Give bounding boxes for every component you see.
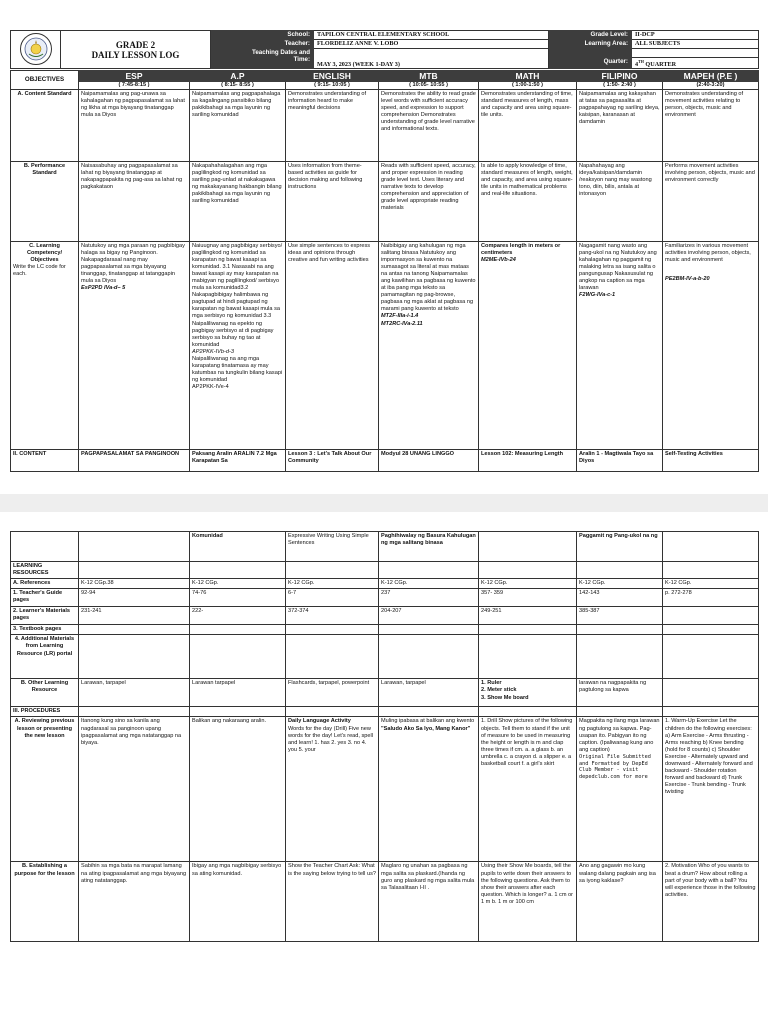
row-label: B. Performance Standard [11, 161, 79, 241]
math-resource: 3. Show Me board [481, 694, 529, 701]
row-content-continued [11, 532, 759, 562]
cell: Larawan, tarpapel [79, 679, 190, 707]
cell: Performs movement activities involving person, objects, music and environment correctly [663, 161, 759, 241]
time-english: ( 9:15- 10:05 ) [286, 82, 379, 90]
objectives-header: OBJECTIVES [11, 71, 79, 90]
cell: 372-374 [286, 607, 379, 625]
row-purpose [11, 862, 759, 942]
time-ap: ( 8:15- 8:55 ) [190, 82, 286, 90]
subject-esp: ESP [79, 71, 190, 82]
row-content [11, 449, 759, 471]
fil-code: F2WG-IVa-c-1 [579, 292, 616, 299]
cell-esp [79, 241, 190, 449]
cell: K-12 CGp. [479, 579, 577, 589]
cell: Larawan, tarpapel [379, 679, 479, 707]
teacher-key: Teacher: [211, 40, 314, 49]
cell-filipino [577, 717, 663, 862]
grade-level-key: Grade Level: [549, 31, 632, 40]
quarter-num: 4 [635, 61, 639, 69]
dates-key-line2: Time: [293, 56, 310, 63]
esp-code: EsP2PD IVa-d– 5 [81, 285, 126, 292]
learning-area-key: Learning Area: [549, 40, 632, 49]
cell-mtb: Maglaro ng unahan sa pagbasa ng mga salita sa plaskard.(Ihanda ng guro ang plaskard ng mga salita mula sa Talasalitaan I-II . [379, 862, 479, 942]
cell: Lesson 102: Measuring Length [479, 449, 577, 471]
cell: Nakapahahalagahan ang mga paglilingkod ng komunidad sa sariling pag-unlad at nakakagawa ng makakayanang hakbangin bilang pakikibahagi sa mga layunin ng sariling komunidad [190, 161, 286, 241]
cell-math-resources [479, 679, 577, 707]
row-label: A. Content Standard [11, 89, 79, 161]
log-title: DAILY LESSON LOG [91, 49, 180, 60]
row-performance-standard [11, 161, 759, 241]
header-table [10, 30, 759, 69]
time-mtb: ( 10:05- 10:55 ) [379, 82, 479, 90]
cell: Uses information from theme-based activities as guide for decision making and following instructions [286, 161, 379, 241]
fil-text: Magpakita ng ilang mga larawan ng pagtulong sa kapwa. Pag-usapan ito. Pabigyan ito ng caption. (Ipaliwanag kung ano ang caption) [579, 718, 660, 753]
mtb-text: Muling ipabasa at balikan ang kwento [381, 718, 475, 725]
math-resource: 2. Meter stick [481, 687, 517, 694]
cell: K-12 CGp. [379, 579, 479, 589]
cell: Demonstrates the ability to read grade level words with sufficient accuracy speed, and expression to support comprehension Demonstrates understanding of grade level narrative and informational texts. [379, 89, 479, 161]
cell: 249-251 [479, 607, 577, 625]
page-one [0, 0, 768, 494]
row-label [11, 241, 79, 449]
cell: Naipamamalas ang kakayahan at tatas sa pagsasalita at pagpapahayag ng sariling ideya, kaisipan, karanasan at damdamin [577, 89, 663, 161]
cell: K-12 CGp. [663, 579, 759, 589]
grade-title: GRADE 2 [115, 39, 156, 50]
page-gap [0, 494, 768, 512]
subject-mtb: MTB [379, 71, 479, 82]
eng-title: Daily Language Activity [288, 718, 351, 725]
cell: 237 [379, 589, 479, 607]
cell: 385-387 [577, 607, 663, 625]
cell-math: 1. Drill Show pictures of the following objects. Tell them to stand if the unit of measure to be used in measuring the height or length is m and clap three times if cm. a. a glass b. an umbrella c. a crayon d. a slipper e. a basketball court f. a girl's skirt [479, 717, 577, 862]
cell: Naipamamalas ang pag-unawa sa kahalagahan ng pagpapasalamat sa lahat ng likha at mga biyayang tinatanggap mula sa Diyos [79, 89, 190, 161]
row-learning-resources [11, 562, 759, 579]
cell: 231-241 [79, 607, 190, 625]
cell: Is able to apply knowledge of time, standard measures of length, weight, and capacity, and area using square-tile units in mathematical problems and real-life situations. [479, 161, 577, 241]
competency-label: C. Learning Competency/ Objectives [26, 242, 63, 263]
row-label: 1. Teacher's Guide pages [11, 589, 79, 607]
row-label: II. CONTENT [11, 449, 79, 471]
cell: Komunidad [190, 532, 286, 562]
cell: Expressive Writing Using Simple Sentences [286, 532, 379, 562]
ap-text1: Naiuugnay ang pagbibigay serbisyo/ paglilingkod ng komunidad sa karapatan ng bawat kasapi sa komunidad. 3.1 Nasasabi na ang bawat kasapi ay may karapatan na mabigyan ng paglilingkod/ serbisyo mula sa komunidad3.2 Nakapagbibigay halimbawa ng pagtupad at hindi pagtupad ng karapatan ng bawat kasapi mula sa mga serbisyo ng komunidad 3.3 Naipaliliwanag na epekto ng pagbigay serbisyo at di pagbigay serbisyo sa buhay ng tao at komunidad [192, 242, 283, 348]
time-filipino: ( 1:50- 2:40 ) [577, 82, 663, 90]
cell: K-12 CGp. [577, 579, 663, 589]
grade-level-value: II-DCP [632, 31, 759, 40]
cell: Self-Testing Activities [663, 449, 759, 471]
cell: Modyul 28 UNANG LINGGO [379, 449, 479, 471]
ap-code1: AP2PKK-IVb-d-3 [192, 348, 234, 355]
time-math: ( 1:00-1:50 ) [479, 82, 577, 90]
quarter-sup: TH [638, 59, 644, 64]
row-references [11, 579, 759, 589]
row-other-resources [11, 679, 759, 707]
eng-text: Words for the day (Drill) Five new words for the day! Let's read, spell and learn! 1. has 2. yes 3. no 4. you 5. your [288, 725, 374, 753]
row-learners-materials [11, 607, 759, 625]
time-mapeh: (2:40-3:20) [663, 82, 759, 90]
row-textbook [11, 625, 759, 635]
cell-english [286, 717, 379, 862]
cell [663, 607, 759, 625]
cell [663, 532, 759, 562]
cell: Demonstrates understanding of movement activities relating to person, objects, music and environment [663, 89, 759, 161]
cell [79, 532, 190, 562]
subject-ap: A.P [190, 71, 286, 82]
cell: 92-94 [79, 589, 190, 607]
math-text: Compares length in meters or centimeters [481, 242, 561, 256]
mapeh-code: PE2BM-IV-a-b-20 [665, 275, 710, 282]
cell: 357- 359 [479, 589, 577, 607]
learning-area-value: ALL SUBJECTS [632, 40, 759, 49]
lesson-table-page1 [10, 70, 759, 472]
cell-mapeh: 1. Warm-Up Exercise Let the children do the following exercises: a) Arm Exercise - Arms thrusting - Arms reaching b) Knee bending (hold for 8 counts) c) Shoulder Exercise - Alternately upward and downward - Alternately forward and backward - Shoulder rotation forward and backward d) Trunk Exercise - Trunk bending - Trunk twisting [663, 717, 759, 862]
quarter-word: QUARTER [645, 61, 677, 69]
deped-seal-icon [19, 32, 53, 66]
deped-seal [11, 31, 61, 69]
cell-esp: Sabihin sa mga bata na marapat lamang na ating ipagpasalamat ang mga biyayang ating natatanggap. [79, 862, 190, 942]
grade-title-cell [61, 31, 211, 69]
school-key: School: [211, 31, 314, 40]
fil-text: Nagagamit nang wasto ang pang-ukol na ng Natutukoy ang kahalagahan ng paggamit ng malaking letra sa isang salita o pangungusap Nakasusulat ng angkop na caption sa mga larawan [579, 242, 657, 292]
cell: 6-7 [286, 589, 379, 607]
cell: Flashcards, tarpapel, powerpoint [286, 679, 379, 707]
cell-filipino: Ano ang gagawin mo kung walang dalang pagkain ang isa sa iyong kaklase? [577, 862, 663, 942]
dates-key-line1: Teaching Dates and [252, 49, 310, 56]
cell-english: Show the Teacher Chart Ask: What is the saying below trying to tell us? [286, 862, 379, 942]
fil-note: Original File Submitted and Formatted by DepEd Club Member - visit depedclub.com for more [579, 753, 651, 780]
quarter-value [632, 58, 759, 69]
cell: K-12 CGp. [286, 579, 379, 589]
cell: Naisasabuhay ang pagpapasalamat sa lahat ng biyayang tinatanggap at nakapagpapakita ng pag-asa sa lahat ng pagkakataon [79, 161, 190, 241]
cell-math [479, 241, 577, 449]
row-label: B. Other Learning Resource [11, 679, 79, 707]
cell-mtb [379, 241, 479, 449]
cell-math: Using their Show Me boards, tell the pupils to write down their answers to the following questions. Ask them to show their answers after each question. Which is longer? a. 1 cm or 1 m b. 1 m or 100 cm [479, 862, 577, 942]
ap-code2: AP2PKK-IVe-4 [192, 384, 229, 391]
ap-text2: Naipaliliwanag na ang mga karapatang tinatamasa ay may katumbas na tungkulin bilang kasapi ng komunidad [192, 356, 283, 384]
cell: Demonstrates understanding of time, standard measures of length, mass and capacity and area using square-tile units. [479, 89, 577, 161]
cell-esp: Itanong kung sino sa kanila ang nagdarasal sa panginoon upang ipagpasalamat ang mga natatanggap na biyaya. [79, 717, 190, 862]
dates-value: MAY 3, 2023 (WEEK 1-DAY 3) [314, 49, 549, 69]
cell-ap: Balikan ang nakaraang aralin. [190, 717, 286, 862]
cell [11, 532, 79, 562]
quarter-key: Quarter: [549, 58, 632, 69]
cell-mapeh: 2. Motivation Who of you wants to beat a drum? How about rolling a part of your body with a ball? You will experience those in the following activities. [663, 862, 759, 942]
row-label: B. Establishing a purpose for the lesson [11, 862, 79, 942]
cell: 74-76 [190, 589, 286, 607]
mtb-title: "Saludo Ako Sa Iyo, Mang Kanor" [381, 725, 471, 732]
page-two [0, 512, 768, 1024]
cell-filipino [577, 241, 663, 449]
blank-key [549, 49, 632, 58]
school-value: TAPILON CENTRAL ELEMENTARY SCHOOL [314, 31, 549, 40]
cell-mapeh [663, 241, 759, 449]
cell-ap: Ibigay ang mga nagbibigay serbisyo sa ating komunidad. [190, 862, 286, 942]
cell [479, 532, 577, 562]
mtb-code1: MT2F-IIIa-i-1.4 [381, 313, 419, 320]
cell: Larawan tarpapel [190, 679, 286, 707]
cell: p. 272-278 [663, 589, 759, 607]
cell-english: Use simple sentences to express ideas and opinions through creative and fun writing activities [286, 241, 379, 449]
row-procedures [11, 707, 759, 717]
cell-mtb [379, 717, 479, 862]
cell-ap [190, 241, 286, 449]
row-label: A. References [11, 579, 79, 589]
row-additional-materials [11, 635, 759, 679]
cell: Reads with sufficient speed, accuracy, and proper expression in reading grade level text. Uses literary and narrative texts to develop comprehension and appreciation of grade level appropriate reading materials [379, 161, 479, 241]
math-resource: 1. Ruler [481, 680, 502, 687]
mtb-code2: MT2RC-IVa-2.11 [381, 320, 423, 327]
cell [663, 679, 759, 707]
cell: PAGPAPASALAMAT SA PANGINOON [79, 449, 190, 471]
mtb-text: Naibibigay ang kahulugan ng mga salitang binasa Natutukoy ang impormasyon sa kuwento na sumasagot sa literal at mas mataas na antas na tanong Naipamamalas ang kawilihan sa pagbasa ng kuwento at iba pang mga teksto sa pamamagitan ng pag-browse, pagbasa ng mga aklat at pagbasa ng marami pang kuwento at teksto [381, 242, 476, 313]
cell: Lesson 3 : Let's Talk About Our Community [286, 449, 379, 471]
cell: Aralin 1 - Magtiwala Tayo sa Diyos [577, 449, 663, 471]
teacher-value: FLORDELIZ ANNE V. LOBO [314, 40, 549, 49]
row-label: III. PROCEDURES [11, 707, 79, 717]
row-reviewing [11, 717, 759, 862]
cell: larawan na nagpapakita ng pagtulong sa kapwa [577, 679, 663, 707]
cell: 222- [190, 607, 286, 625]
cell: Paggamit ng Pang-ukol na ng [577, 532, 663, 562]
row-label: 4. Additional Materials from Learning Resource (LR) portal [11, 635, 79, 679]
dates-key [211, 49, 314, 69]
subject-math: MATH [479, 71, 577, 82]
time-esp: ( 7:45-8:15 ) [79, 82, 190, 90]
cell: Paghihiwalay ng Basura Kahulugan ng mga salitang binasa [379, 532, 479, 562]
row-label: 3. Textbook pages [11, 625, 79, 635]
cell: K-12 CGp. [190, 579, 286, 589]
competency-sublabel: Write the LC code for each. [13, 263, 66, 277]
cell: 142-143 [577, 589, 663, 607]
cell: K-12 CGp.38 [79, 579, 190, 589]
row-content-standard [11, 89, 759, 161]
lesson-table-page2 [10, 531, 759, 942]
row-label: A. Reviewing previous lesson or presenting the new lesson [11, 717, 79, 862]
cell: Napahahayag ang ideya/kaisipan/damdamin /reaksyon nang may wastong tono, diin, bilis, antala at intonasyon [577, 161, 663, 241]
row-label: LEARNING RESOURCES [11, 562, 79, 579]
row-teachers-guide [11, 589, 759, 607]
subject-english: ENGLISH [286, 71, 379, 82]
mapeh-text: Familiarizes in various movement activities involving person, objects, music and environment [665, 242, 751, 263]
esp-text: Natutukoy ang mga paraan ng pagbibigay halaga sa bigay ng Panginoon. Nakapagdarasal nang may pagpapasalamat sa mga biyayang tinanggap, tinatanggap at tatanggapin mula sa Diyos [81, 242, 185, 284]
blank-value [632, 49, 759, 58]
row-label: 2. Learner's Materials pages [11, 607, 79, 625]
cell: Demonstrates understanding of information heard to make meaningful decisions [286, 89, 379, 161]
cell: Paksang Aralin ARALIN 7.2 Mga Karapatan Sa [190, 449, 286, 471]
math-code: M2ME-IVb-24 [481, 256, 516, 263]
subject-mapeh: MAPEH (P.E ) [663, 71, 759, 82]
row-competencies [11, 241, 759, 449]
subject-filipino: FILIPINO [577, 71, 663, 82]
cell: Naipamamalas ang pagpapahalaga sa kagalingang pansibiko bilang pakikibahagi sa mga layunin ng sariling komunidad [190, 89, 286, 161]
cell: 204-207 [379, 607, 479, 625]
